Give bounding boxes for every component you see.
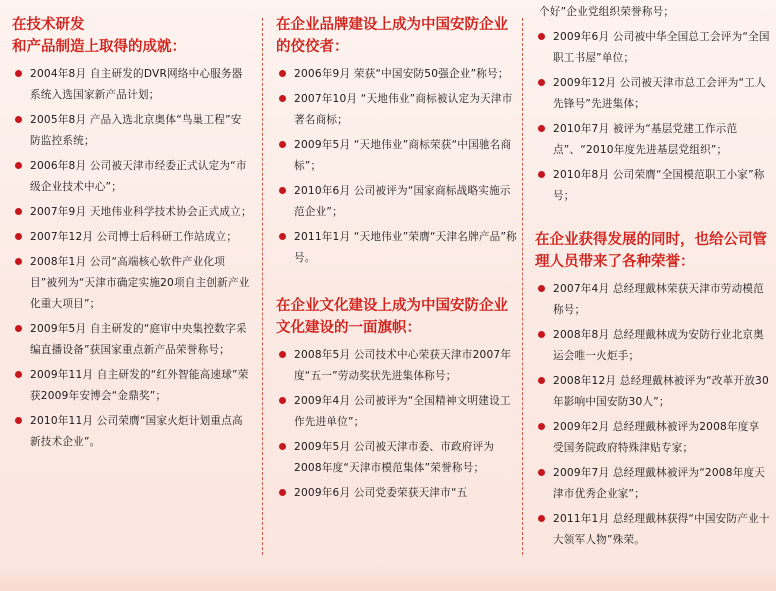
list-item: 2009年4月 公司被评为“全国精神文明建设工作先进单位”； [276,391,518,433]
bullet-dot-icon [538,515,545,522]
bullet-dot-icon [538,79,545,86]
bullet-dot-icon [538,125,545,132]
bullet-dot-icon [15,162,22,169]
list-item: 2011年1月 “天地伟业”荣膺“天津名牌产品”称号。 [276,227,518,269]
list-item: 2010年7月 被评为“基层党建工作示范点”、“2010年度先进基层党组织”； [535,119,770,161]
bullet-dot-icon [279,233,286,240]
list-item: 2008年8月 总经理戴林成为安防行业北京奥运会唯一火炬手； [535,325,770,367]
bullet-dot-icon [15,417,22,424]
bullet-dot-icon [279,397,286,404]
list-item: 2009年5月 公司被天津市委、市政府评为2008年度“天津市模范集体”荣誉称号； [276,437,518,479]
list-item: 2006年9月 荣获“中国安防50强企业”称号； [276,64,518,85]
bullet-dot-icon [279,187,286,194]
bullet-dot-icon [279,443,286,450]
list-item: 2009年5月 自主研发的“庭审中央集控数字采编直播设备”获国家重点新产品荣誉称号； [12,319,252,361]
list-item: 2007年12月 公司博士后科研工作站成立； [12,227,252,248]
list-item: 2009年7月 总经理戴林被评为“2008年度天津市优秀企业家”； [535,463,770,505]
bullet-dot-icon [538,33,545,40]
list-item: 2008年12月 总经理戴林被评为“改革开放30年影响中国安防30人”； [535,371,770,413]
tech-achievements-list [12,64,252,453]
culture-achievements-list [276,345,518,504]
bullet-dot-icon [15,208,22,215]
list-item: 2007年4月 总经理戴林荣获天津市劳动模范称号； [535,279,770,321]
bottom-gradient-band [0,567,776,591]
list-item: 2010年8月 公司荣膺“全国模范职工小家”称号； [535,165,770,207]
column-brand-culture [266,0,522,591]
bullet-dot-icon [15,258,22,265]
section-heading-culture: 在企业文化建设上成为中国安防企业文化建设的一面旗帜： [276,298,508,336]
section-heading-brand: 在企业品牌建设上成为中国安防企业的佼佼者： [276,17,508,55]
bullet-dot-icon [279,70,286,77]
list-item: 2009年12月 公司被天津市总工会评为“工人先锋号”先进集体； [535,73,770,115]
list-item: 2005年8月 产品入选北京奥体“鸟巢工程”安防监控系统； [12,110,252,152]
list-item: 2006年8月 公司被天津市经委正式认定为“市级企业技术中心”； [12,156,252,198]
section-spacer [535,211,770,229]
bullet-dot-icon [538,331,545,338]
list-item: 2010年6月 公司被评为“国家商标战略实施示范企业”； [276,181,518,223]
bullet-dot-icon [15,70,22,77]
column-honors [527,0,776,591]
bullet-dot-icon [538,377,545,384]
section-heading-management: 在企业获得发展的同时，也给公司管理人员带来了各种荣誉： [535,232,767,270]
bullet-dot-icon [538,285,545,292]
brand-achievements-list [276,64,518,269]
column-divider-right [522,18,523,555]
bullet-dot-icon [15,371,22,378]
list-item: 2007年9月 天地伟业科学技术协会正式成立； [12,202,252,223]
bullet-dot-icon [15,325,22,332]
list-item: 2004年8月 自主研发的DVR网络中心服务器系统入选国家新产品计划； [12,64,252,106]
bullet-dot-icon [15,233,22,240]
continued-text: 个好”企业党组织荣誉称号； [539,6,675,18]
bullet-dot-icon [279,489,286,496]
bullet-dot-icon [279,141,286,148]
column-divider-left [262,18,263,555]
bullet-dot-icon [538,469,545,476]
bullet-dot-icon [15,116,22,123]
list-item: 2009年5月 “天地伟业”商标荣获“中国驰名商标”； [276,135,518,177]
list-item: 2009年11月 自主研发的“红外智能高速球”荣获2009年安博会“金鼎奖”； [12,365,252,407]
list-item: 2008年1月 公司“高端核心软件产业化项目”被列为“天津市确定实施20项自主创新产业化重大项目”； [12,252,252,315]
column-tech-rd [0,0,258,591]
management-honors-list [535,279,770,551]
list-item: 2009年6月 公司被中华全国总工会评为“全国职工书屋”单位； [535,27,770,69]
heading-line-1: 在技术研发 [12,17,85,33]
list-item: 2008年5月 公司技术中心荣获天津市2007年度“五一”劳动奖状先进集体称号； [276,345,518,387]
list-item: 2011年1月 总经理戴林获得“中国安防产业十大领军人物”殊荣。 [535,509,770,551]
list-item: 2009年2月 总经理戴林被评为2008年度享受国务院政府特殊津贴专家； [535,417,770,459]
section-heading-tech [12,14,252,58]
bullet-dot-icon [538,171,545,178]
heading-line-2: 和产品制造上取得的成就： [12,39,186,55]
bullet-dot-icon [279,351,286,358]
bullet-dot-icon [279,95,286,102]
list-item: 2009年6月 公司党委荣获天津市“五 [276,483,518,504]
bullet-dot-icon [538,423,545,430]
list-item: 2007年10月 “天地伟业”商标被认定为天津市著名商标； [276,89,518,131]
party-union-honors-list [535,27,770,207]
list-item: 2010年11月 公司荣膺“国家火炬计划重点高新技术企业”。 [12,411,252,453]
section-spacer [276,273,518,295]
